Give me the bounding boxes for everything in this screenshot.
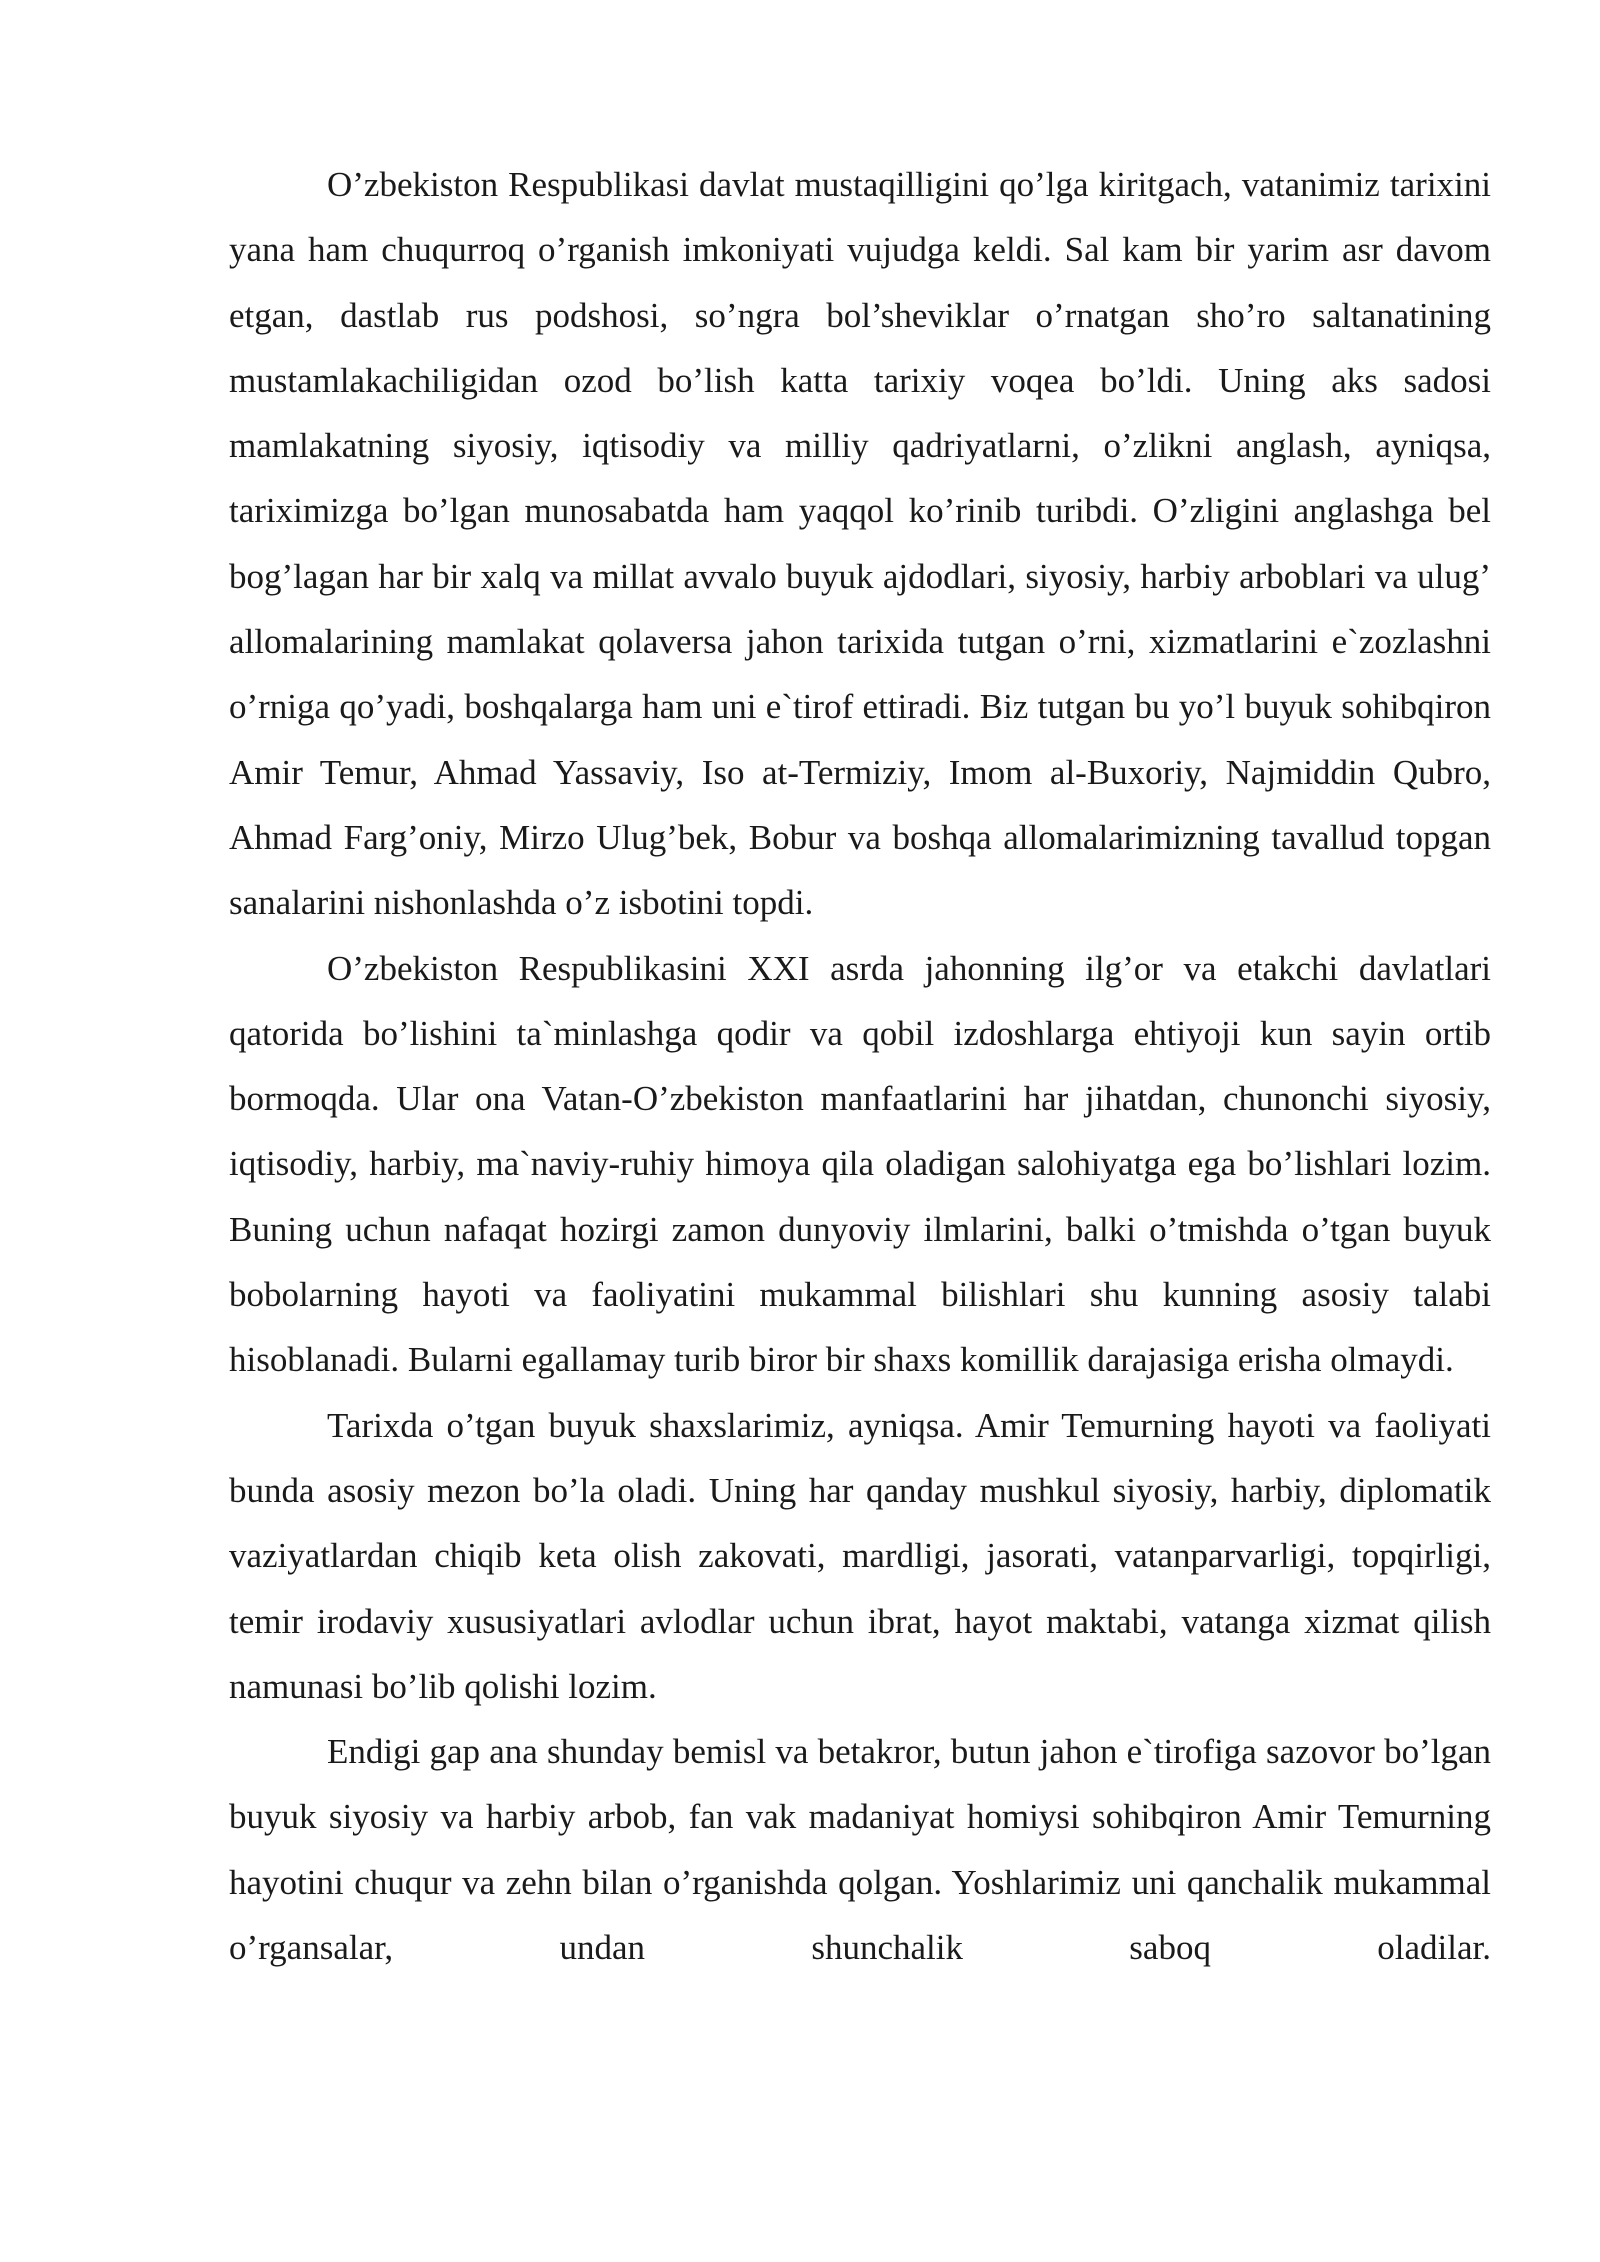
paragraph-amir-temur: Endigi gap ana shunday bemisl va betakror, butun jahon e`tirofiga sazovor bo’lgan buyuk siyosiy va harbiy arbob, fan vak madaniyat homiysi sohibqiron Amir Temurning hayotini chuqur va zehn bilan o’rganishda qolgan. Yoshlarimiz uni qanchalik mukammal o’rgansalar, undan shunchalik saboq oladilar. bbox=[229, 1732, 1491, 1968]
paragraph-successors: O’zbekiston Respublikasini XXI asrda jahonning ilg’or va etakchi davlatlari qatorida bo’lishini ta`minlashga qodir va qobil izdoshlarga ehtiyoji kun sayin ortib bormoqda. Ular ona Vatan-O’zbekiston manfaatlarini har jihatdan, chunonchi siyosiy, iqtisodiy, harbiy, ma`naviy-ruhiy himoya qila oladigan salohiyatga ega bo’lishlari lozim. Buning uchun nafaqat hozirgi zamon dunyoviy ilmlarini, balki o’tmishda o’tgan buyuk bobolarning hayoti va faoliyatini mukammal bilishlari shu kunning asosiy talabi hisoblanadi. Bularni egallamay turib biror bir shaxs komillik darajasiga erisha olmaydi. bbox=[229, 948, 1491, 1380]
paragraph-independence: O’zbekiston Respublikasi davlat mustaqilligini qo’lga kiritgach, vatanimiz tarixini yana ham chuqurroq o’rganish imkoniyati vujudga keldi. Sal kam bir yarim asr davom etgan, dastlab rus podshosi, so’ngra bol’sheviklar o’rnatgan sho’ro saltanatining mustamlakachiligidan ozod bo’lish katta tarixiy voqea bo’ldi. Uning aks sadosi mamlakatning siyosiy, iqtisodiy va milliy qadriyatlarni, o’zlikni anglash, ayniqsa, tariximizga bo’lgan munosabatda ham yaqqol ko’rinib turibdi. O’zligini anglashga bel bog’lagan har bir xalq va millat avvalo buyuk ajdodlari, siyosiy, harbiy arboblari va ulug’ allomalarining mamlakat qolaversa jahon tarixida tutgan o’rni, xizmatlarini e`zozlashni o’rniga qo’yadi, boshqalarga ham uni e`tirof ettiradi. Biz tutgan bu yo’l buyuk sohibqiron Amir Temur, Ahmad Yassaviy, Iso at-Termiziy, Imom al-Buxoriy, Najmiddin Qubro, Ahmad Farg’oniy, Mirzo Ulug’bek, Bobur va boshqa allomalarimizning tavallud topgan sanalarini nishonlashda o’z isbotini topdi. bbox=[229, 165, 1491, 923]
paragraph-great-figures: Tarixda o’tgan buyuk shaxslarimiz, ayniqsa. Amir Temurning hayoti va faoliyati bunda asosiy mezon bo’la oladi. Uning har qanday mushkul siyosiy, harbiy, diplomatik vaziyatlardan chiqib keta olish zakovati, mardligi, jasorati, vatanparvarligi, topqirligi, temir irodaviy xususiyatlari avlodlar uchun ibrat, hayot maktabi, vatanga xizmat qilish namunasi bo’lib qolishi lozim. bbox=[229, 1405, 1491, 1706]
